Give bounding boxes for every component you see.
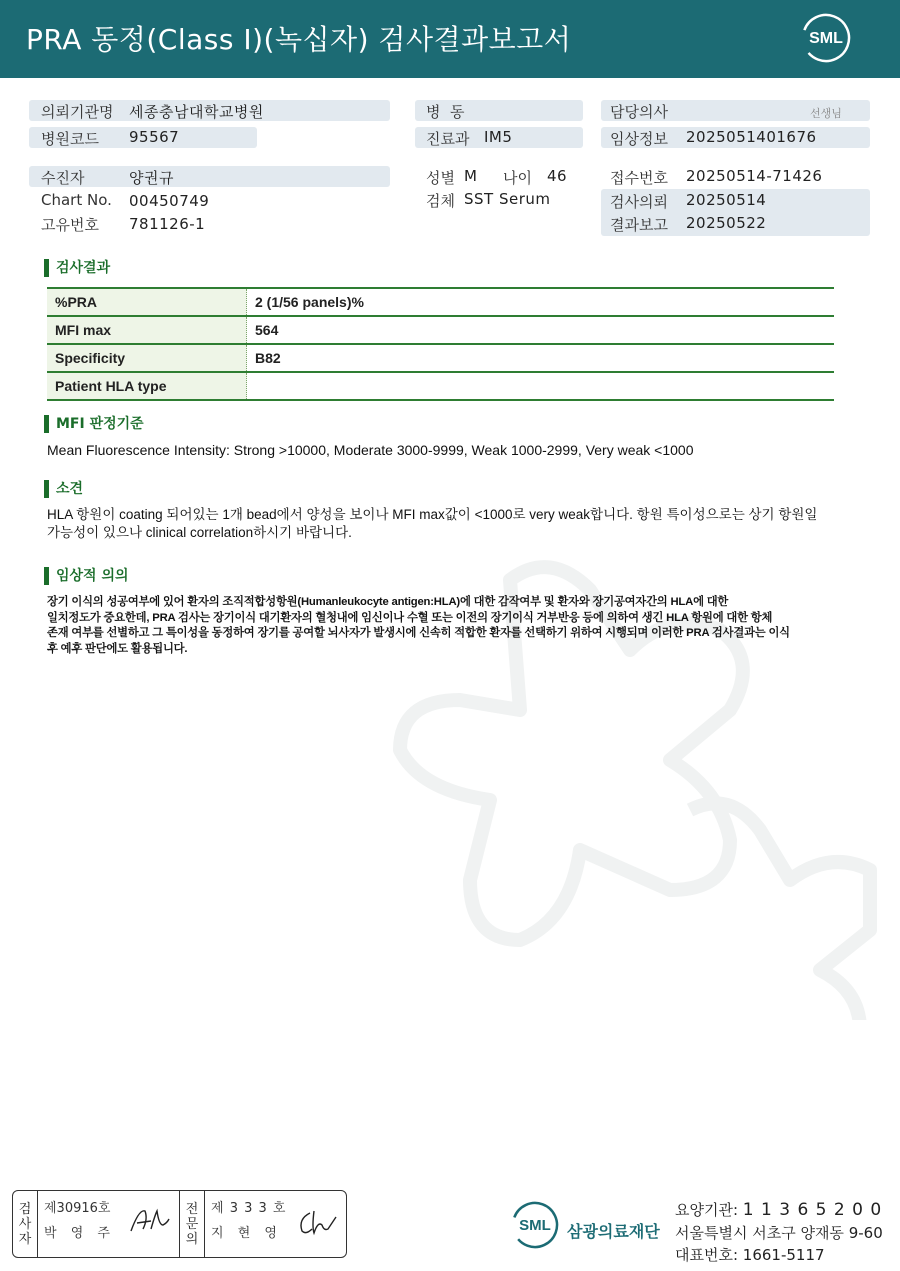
request-label: 검사의뢰: [610, 193, 668, 211]
significance-line: 장기 이식의 성공여부에 있어 환자의 조직적합성항원(Humanleukocyte antigen:HLA)에 대한 감작여부 및 환자와 장기공여자간의 HLA에 대한: [47, 596, 729, 608]
specialist-name: 지 현 영: [211, 1226, 282, 1241]
findings-text: [47, 506, 817, 542]
report-header: [0, 0, 900, 78]
table-row: [47, 316, 834, 344]
tester-label: [13, 1191, 38, 1257]
criteria-text: Mean Fluorescence Intensity: Strong >10000, Moderate 3000-9999, Weak 1000-2999, Very weak <1000: [47, 442, 694, 458]
tester-signature-icon: [127, 1205, 171, 1237]
chart-label: Chart No.: [41, 191, 112, 209]
specialist-label: [180, 1191, 205, 1257]
result-key: Patient HLA type: [47, 372, 247, 400]
receipt-label: 접수번호: [610, 169, 668, 187]
phone: [675, 1244, 825, 1265]
sml-footer-logo-icon: [510, 1200, 560, 1250]
sex-value: M: [464, 167, 478, 185]
criteria-section-title: MFI 판정기준: [44, 415, 144, 433]
clinical-label: 임상정보: [610, 130, 668, 148]
tester-license: 제30916호: [44, 1201, 111, 1216]
sml-logo-icon: [800, 12, 852, 64]
hospital-code-label: 병원코드: [41, 130, 99, 148]
patient-value: 양권규: [129, 169, 174, 187]
foundation-name: 삼광의료재단: [567, 1222, 660, 1241]
phone-value: 1661-5117: [742, 1246, 825, 1264]
results-section-title: 검사결과: [44, 259, 110, 277]
institution-code: [675, 1199, 882, 1220]
dept-value: IM5: [484, 128, 513, 146]
specimen-label: 검체: [426, 192, 455, 210]
address: 서울특별시 서초구 양재동 9-60: [675, 1224, 883, 1242]
tester-label-char: 자: [18, 1231, 32, 1247]
patient-label: 수진자: [41, 169, 85, 187]
result-value: B82: [247, 344, 835, 372]
ward-label: 병 동: [426, 103, 465, 121]
request-value: 20250514: [686, 191, 767, 209]
result-key: Specificity: [47, 344, 247, 372]
specialist-label-char: 전: [185, 1201, 199, 1217]
result-value: [247, 372, 835, 400]
doctor-suffix: 선생님: [810, 107, 842, 120]
id-label: 고유번호: [41, 216, 99, 234]
requester-label: 의뢰기관명: [41, 103, 114, 121]
results-table: [47, 287, 834, 401]
tester-name: 박 영 주: [44, 1226, 115, 1241]
svg-text:SML: SML: [519, 1217, 551, 1234]
significance-line: 존재 여부를 선별하고 그 특이성을 동정하여 장기를 공여할 뇌사자가 발생시에 신속히 적합한 환자를 선택하기 위하여 시행되며 이러한 PRA 검사결과는 이식: [47, 627, 790, 639]
result-value: 2 (1/56 panels)%: [247, 288, 835, 316]
result-key: MFI max: [47, 316, 247, 344]
clinical-value: 2025051401676: [686, 128, 817, 146]
significance-text: [47, 595, 790, 657]
id-value: 781126-1: [129, 215, 206, 233]
significance-line: 후 예후 판단에도 활용됩니다.: [47, 642, 188, 655]
findings-line: 가능성이 있으나 clinical correlation하시기 바랍니다.: [47, 525, 352, 540]
tester-label-char: 사: [18, 1216, 32, 1232]
report-date-label: 결과보고: [610, 216, 668, 234]
sex-label: 성별: [426, 169, 455, 187]
svg-text:SML: SML: [809, 30, 843, 47]
specialist-license: 제 3 3 3 호: [211, 1201, 287, 1216]
result-key: %PRA: [47, 288, 247, 316]
dept-label: 진료과: [426, 130, 470, 148]
report-date-value: 20250522: [686, 214, 767, 232]
age-label: 나이: [503, 169, 532, 187]
requester-value: 세종충남대학교병원: [129, 103, 264, 121]
age-value: 46: [547, 167, 568, 185]
significance-section-title: 임상적 의의: [44, 567, 129, 585]
specialist-label-char: 의: [185, 1231, 199, 1247]
tester-info: [38, 1191, 180, 1257]
chart-value: 00450749: [129, 192, 210, 210]
phone-label: 대표번호:: [675, 1246, 739, 1264]
doctor-label: 담당의사: [610, 103, 668, 121]
findings-section-title: 소견: [44, 480, 83, 498]
report-title: PRA 동정(Class I)(녹십자) 검사결과보고서: [26, 23, 572, 56]
specialist-info: [205, 1191, 346, 1257]
receipt-value: 20250514-71426: [686, 167, 823, 185]
findings-line: HLA 항원이 coating 되어있는 1개 bead에서 양성을 보이나 MFI max값이 <1000로 very weak합니다. 항원 특이성으로는 상기 항원일: [47, 507, 818, 522]
specialist-signature-icon: [296, 1207, 340, 1239]
table-row: [47, 372, 834, 400]
table-row: [47, 344, 834, 372]
result-value: 564: [247, 316, 835, 344]
significance-line: 일치정도가 중요한데, PRA 검사는 장기이식 대기환자의 혈청내에 임신이나 수혈 또는 이전의 장기이식 거부반응 등에 의하여 생긴 HLA 항원에 대한 항체: [47, 611, 773, 624]
signature-stamp: [12, 1190, 347, 1258]
specialist-label-char: 문: [185, 1216, 199, 1232]
table-row: [47, 288, 834, 316]
institution-code-value: 1 1 3 6 5 2 0 0: [742, 1200, 883, 1220]
hospital-code-value: 95567: [129, 128, 180, 146]
specimen-value: SST Serum: [464, 190, 551, 208]
tester-label-char: 검: [18, 1201, 32, 1217]
institution-code-label: 요양기관:: [675, 1201, 739, 1219]
